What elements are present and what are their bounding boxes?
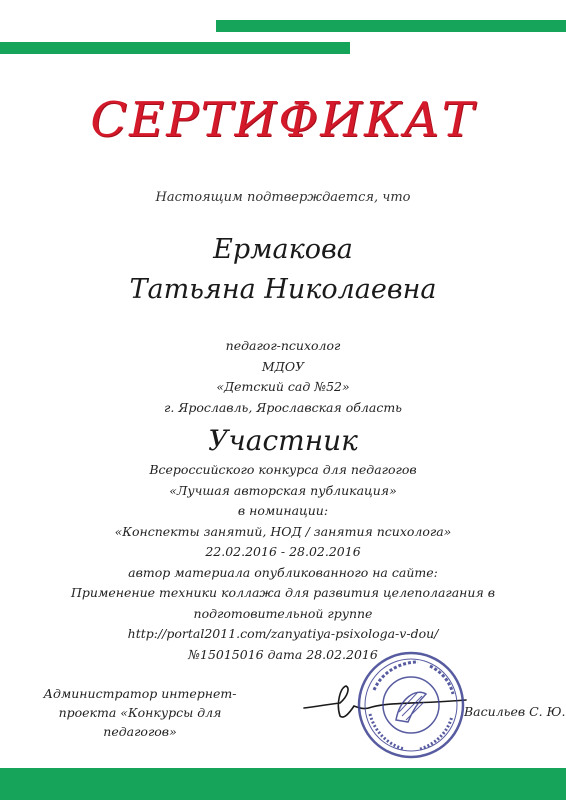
- recipient-details: [0, 336, 566, 418]
- material-url: http://portal2011.com/zanyatiya-psixologa-v-dou/: [127, 626, 439, 641]
- certificate-number-date: №15015016 дата 28.02.2016: [188, 646, 378, 662]
- bottom-green-bar: [0, 768, 566, 800]
- certificate-title: СЕРТИФИКАТ: [90, 92, 476, 148]
- contest-dates: 22.02.2016 - 28.02.2016: [205, 544, 361, 559]
- material-title-line-1: Применение техники коллажа для развития целеполагания в: [71, 585, 495, 600]
- recipient-name: [0, 230, 566, 310]
- nomination-text: «Конспекты занятий, НОД / занятия психолога»: [114, 523, 452, 539]
- contest-line-2: «Лучшая авторская публикация»: [169, 482, 397, 498]
- contest-line-1: Всероссийского конкурса для педагогов: [149, 462, 417, 477]
- confirm-text: Настоящим подтверждается, что: [155, 190, 411, 205]
- signer-name: Васильев С. Ю.: [464, 704, 566, 719]
- material-title-line-2: подготовительной группе: [193, 605, 373, 621]
- top-left-green-bar: [0, 42, 350, 54]
- administrator-caption: Администратор интернет-проекта «Конкурсы для педагогов»: [43, 686, 237, 739]
- org-type-text: МДОУ: [261, 358, 305, 374]
- contest-details: [0, 460, 566, 665]
- location-text: г. Ярославль, Ярославская область: [164, 399, 402, 415]
- org-name-text: «Детский сад №52»: [216, 379, 350, 394]
- position-text: педагог-психолог: [225, 338, 341, 353]
- recipient-given-names: Татьяна Николаевна: [129, 274, 437, 305]
- status-heading: Участник: [208, 424, 358, 457]
- published-label: автор материала опубликованного на сайте:: [128, 564, 438, 580]
- top-right-green-bar: [216, 20, 566, 32]
- official-seal: [356, 650, 466, 760]
- recipient-surname: Ермакова: [213, 234, 353, 265]
- nomination-label: в номинации:: [237, 503, 329, 518]
